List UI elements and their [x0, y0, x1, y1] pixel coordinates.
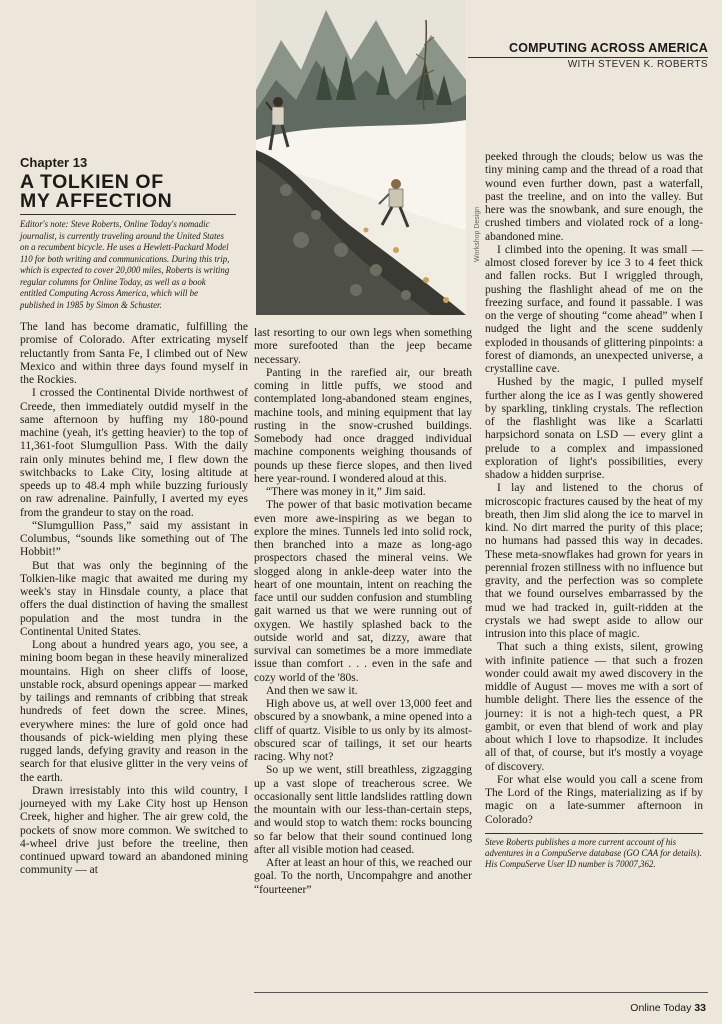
paragraph: High above us, at well over 13,000 feet and obscured by a snowbank, a mine opened into a cliff of quartz. Visible to us only by its almost-obscured scar of tailings, it set our hearts racing. Why not? — [254, 698, 472, 763]
paragraph: For what else would you call a scene from The Lord of the Rings, materializing as if by magic on a late-summer afternoon in Colorado? — [485, 773, 703, 826]
closing-rule — [485, 833, 703, 834]
paragraph: “Slumgullion Pass,” said my assistant in Columbus, “sounds like something out of The Hobbit!” — [20, 519, 248, 559]
paragraph: So up we went, still breathless, zigzagging up a vast slope of treacherous scree. We occasionally sent little landslides rattling down the mountain with our less-than-certain steps, and would stop to watch them: rocks bouncing so far below that their sound continued long after all visible motion had ceased. — [254, 764, 472, 856]
paragraph: The land has become dramatic, fulfilling the promise of Colorado. After extricating myself reluctantly from Santa Fe, I climbed out of New Mexico and within three days found myself in the Rockies. — [20, 321, 248, 386]
paragraph: I crossed the Continental Divide northwest of Creede, then immediately outdid myself in the same afternoon by huffing my 180-pound machine (yeah, it's getting heavier) to the top of 11,361-foot Slumgullion Pass. With the daily rain only minutes behind me, I flew down the switchbacks to Lake City, losing altitude at speeds up to 48.4 mph while buzzing furiously on raw adrenaline. Painfully, I averted my eyes from the grandeur to stay on the road. — [20, 387, 248, 519]
paragraph: And then we saw it. — [266, 684, 358, 697]
paragraph: last resorting to our own legs when something more surefooted than the jeep became necessary. — [254, 327, 472, 366]
paragraph: Drawn irresistably into this wild country, I journeyed with my Lake City host up Henson Creek, higher and higher. The air grew cold, the pockets of snow more common. We switched to 4-wheel drive just before the treeline, then continued upward toward an abandoned mining community — at — [20, 784, 248, 877]
paragraph: “There was money in it,” Jim said. — [266, 486, 426, 498]
illustration-credit: Workshop Design — [474, 206, 481, 262]
article-column-1 — [20, 321, 248, 878]
department-author: WITH STEVEN K. ROBERTS — [567, 59, 708, 70]
publication-name: Online Today — [630, 1002, 695, 1014]
article-column-3 — [485, 151, 703, 870]
paragraph: But that was only the beginning of the Tolkien-like magic that awaited me during my week's stay in Hinsdale county, a place that offers the dual distinction of having the smallest population and the most tundra in the Continental United States. — [20, 559, 248, 638]
paragraph: Hushed by the magic, I pulled myself further along the ice as I was gently showered by sparkling, tinkling crystals. The reflection of the flashlight was like a Scarlatti harpsichord sonata on LSD — every glint a prelude to a complex and impassioned exploration of light's possibilities, every shadow a hidden surprise. — [485, 376, 703, 481]
page-number: 33 — [694, 1002, 706, 1014]
department-header — [468, 41, 708, 70]
paragraph: I lay and listened to the chorus of microscopic fractures caused by the heat of my breath, then Jim slid along the ice to marvel in kind. No dirt marred the purity of this place; no humans had passed this way in decades. These meta-snowflakes had grown for years in perennial frozen stillness with no influence but gravity, and the perfection was so complete that we found ourselves embarrassed by the mud we had tracked in, guilt-ridden at the crystals we had swept aside to allow our intrusion into this place of magic. — [485, 482, 703, 640]
paragraph: peeked through the clouds; below us was the tiny mining camp and the thread of a road that wound even further down, past a waterfall, past the treeline, and on into the valley. But here was the snowbank, and sure enough, the crushed timbers and violated rock of a long-abandoned mine. — [485, 151, 703, 243]
paragraph: I climbed into the opening. It was small — almost closed forever by ice 3 to 4 feet thick and fallen rocks. But I wriggled through, pushing the flashlight ahead of me on the freezing surface, and found it passable. I was on the verge of shouting “come ahead” when I nudged the light and the scene suddenly exploded in thousands of glittering pinpoints: a forest of diamonds, an unexpected universe, a crystalline cave. — [485, 243, 703, 375]
page-folio — [630, 1002, 706, 1014]
paragraph: That such a thing exists, silent, growing with infinite patience — that such a frozen wonder could await my awed discovery in the middle of August — moves me with a sort of humble delight. There lies the essence of the journey: it is not a high-tech quest, a PR gambit, or even that blend of work and play about which I love to rhapsodize. It includes all of that, of course, but it's mostly a voyage of discovery. — [485, 641, 703, 773]
paragraph: The power of that basic motivation became even more awe-inspiring as we began to explore the mines. Tunnels led into solid rock, then branched into a maze as long-ago prospectors chased the mineral veins. We slogged along in ankle-deep water into the heart of one mountain, intent on reaching the face until our sudden confusion and stumbling gait warned us that we were running out of oxygen. We hastily splashed back to the outside world and sat, dizzy, aware that survival can sometimes be a more immediate issue than comfort . . . even in the safe and cozy world of the '80s. — [254, 499, 472, 684]
footer-rule — [254, 992, 708, 993]
article-column-2 — [254, 327, 472, 897]
headline-line-1: A TOLKIEN OF — [20, 171, 164, 193]
paragraph: Panting in the rarefied air, our breath coming in little puffs, we stood and contemplated long-abandoned steam engines, machine tools, and mining equipment that lay rusting in the snow-crushed buildings. Somebody had once dragged individual machine components weighing thousands of pounds up these fierce slopes, and then lived here year-round. I wondered aloud at this. — [254, 366, 472, 485]
department-title: COMPUTING ACROSS AMERICA — [508, 41, 708, 55]
paragraph: Long about a hundred years ago, you see, a mining boom began in these heavily mineralized mountains. High on sheer cliffs of loose, unstable rock, absurd openings appear — marked by tailings and remnants of cribbing that streak hundreds of feet down the scree. Mines, everywhere mines: the lure of gold once had thousands of pick-wielding men plying these rugged lands, defying gravity and reason in the search for that elusive glitter in the very veins of the earth. — [20, 639, 248, 784]
headline — [20, 173, 240, 211]
author-closing-note: Steve Roberts publishes a more current account of his adventures in a CompuServe database (GO CAA for details). His CompuServe User ID number is 70007,362. — [485, 836, 702, 870]
illustration-svg — [256, 0, 466, 315]
paragraph: After at least an hour of this, we reached our goal. To the north, Uncompahgre and another “fourteener” — [254, 857, 472, 896]
mountain-hikers-illustration — [256, 0, 466, 315]
chapter-label: Chapter 13 — [20, 155, 88, 170]
headline-line-2: MY AFFECTION — [20, 190, 173, 212]
editor-note: Editor's note: Steve Roberts, Online Today's nomadic journalist, is currently traveling around the United States on a recumbent bicycle. He uses a Hewlett-Packard Model 110 for both writing and communications. During this trip, which is expected to cover 20,000 miles, Roberts is writing regular columns for Online Today, as well as a book entitled Computing Across America, which will be published in 1985 by Simon & Schuster. — [20, 219, 230, 310]
headline-rule — [20, 214, 236, 215]
department-rule — [468, 57, 708, 58]
